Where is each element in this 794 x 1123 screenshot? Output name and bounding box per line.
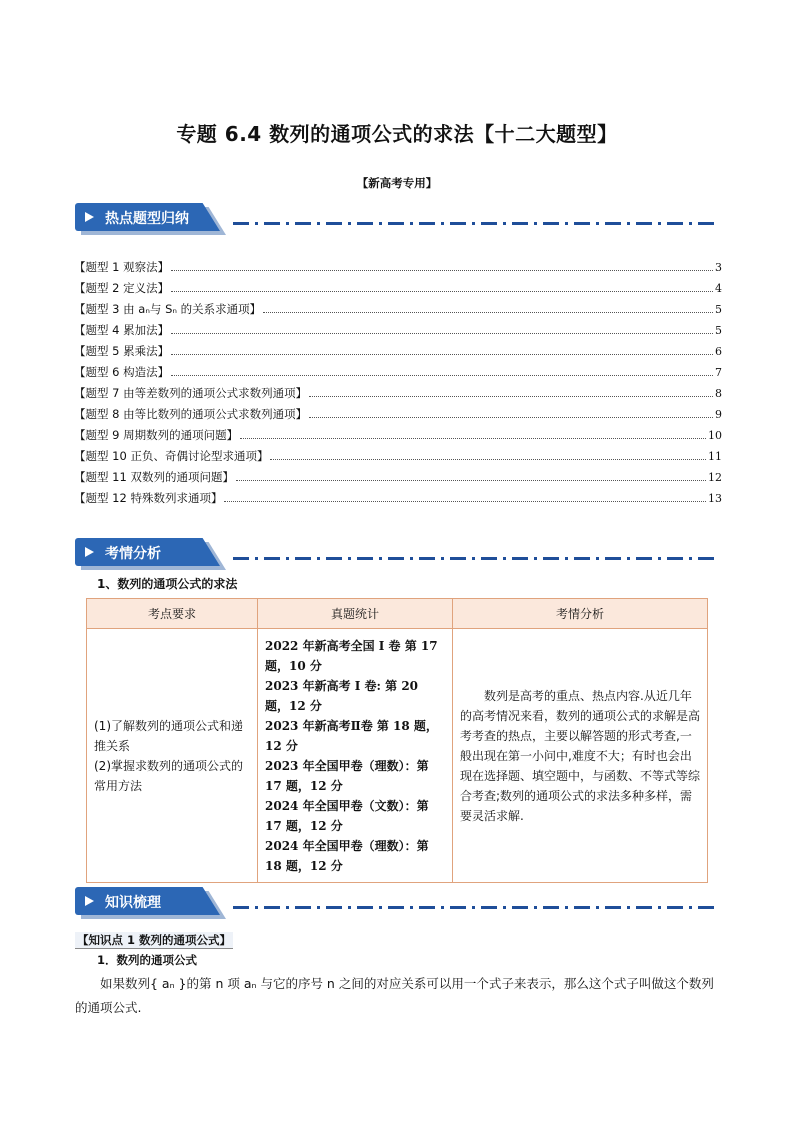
toc-page-number: 6	[715, 345, 722, 358]
requirement-item: (2)掌握求数列的通项公式的常用方法	[94, 758, 243, 793]
toc-page-number: 10	[708, 429, 722, 442]
banner-label: 热点题型归纳	[105, 211, 189, 227]
banner-label: 考情分析	[105, 546, 161, 562]
toc-entry[interactable]	[74, 406, 722, 427]
knowledge-point-tag: 【知识点 1 数列的通项公式】	[77, 933, 232, 947]
table-of-contents	[74, 259, 722, 511]
toc-entry[interactable]	[74, 322, 722, 343]
toc-leader-dots	[240, 438, 706, 439]
toc-leader-dots	[309, 396, 713, 397]
toc-label: 【题型 3 由 aₙ与 Sₙ 的关系求通项】	[74, 302, 262, 316]
play-arrow-icon	[85, 212, 94, 222]
toc-label: 【题型 6 构造法】	[74, 365, 170, 379]
banner-analysis	[75, 538, 720, 568]
toc-page-number: 12	[708, 471, 722, 484]
toc-page-number: 13	[708, 492, 722, 505]
toc-leader-dots	[171, 354, 713, 355]
play-arrow-icon	[85, 547, 94, 557]
toc-page-number: 9	[715, 408, 722, 421]
banner-knowledge	[75, 887, 720, 917]
toc-label: 【题型 10 正负、奇偶讨论型求通项】	[74, 449, 269, 463]
banner-label: 知识梳理	[105, 895, 161, 911]
knowledge-subheading: 1．数列的通项公式	[97, 953, 198, 967]
toc-entry[interactable]	[74, 385, 722, 406]
stat-item: 2024 年全国甲卷（文数）：第 17 题，12 分	[265, 798, 429, 833]
toc-page-number: 5	[715, 324, 722, 337]
toc-label: 【题型 12 特殊数列求通项】	[74, 491, 223, 505]
toc-page-number: 3	[715, 261, 722, 274]
toc-leader-dots	[236, 480, 706, 481]
toc-entry[interactable]	[74, 364, 722, 385]
table-header: 考情分析	[453, 599, 708, 629]
toc-leader-dots	[309, 417, 713, 418]
toc-page-number: 8	[715, 387, 722, 400]
toc-page-number: 11	[708, 450, 722, 463]
dash-divider	[233, 557, 720, 560]
toc-page-number: 7	[715, 366, 722, 379]
exam-analysis-table	[86, 598, 708, 883]
play-arrow-icon	[85, 896, 94, 906]
knowledge-paragraph: 如果数列{ aₙ }的第 n 项 aₙ 与它的序号 n 之间的对应关系可以用一个式子来表示，那么这个式子叫做这个数列的通项公式.	[75, 976, 714, 1015]
toc-entry[interactable]	[74, 448, 722, 469]
table-header: 考点要求	[87, 599, 258, 629]
toc-entry[interactable]	[74, 469, 722, 490]
toc-label: 【题型 2 定义法】	[74, 281, 170, 295]
table-header: 真题统计	[258, 599, 453, 629]
toc-page-number: 5	[715, 303, 722, 316]
toc-entry[interactable]	[74, 280, 722, 301]
requirements-cell	[87, 629, 258, 883]
toc-leader-dots	[171, 375, 713, 376]
toc-leader-dots	[171, 291, 713, 292]
toc-leader-dots	[171, 333, 713, 334]
page-subtitle: 【新高考专用】	[356, 176, 438, 190]
toc-entry[interactable]	[74, 490, 722, 511]
toc-label: 【题型 8 由等比数列的通项公式求数列通项】	[74, 407, 308, 421]
requirement-item: (1)了解数列的通项公式和递推关系	[94, 718, 243, 753]
toc-leader-dots	[171, 270, 713, 271]
page-title: 专题 6.4 数列的通项公式的求法【十二大题型】	[176, 122, 618, 146]
toc-entry[interactable]	[74, 427, 722, 448]
stat-item: 2023 年新高考 I 卷: 第 20 题，12 分	[265, 678, 419, 713]
stat-item: 2024 年全国甲卷（理数）：第 18 题，12 分	[265, 838, 429, 873]
stats-cell	[258, 629, 453, 883]
stat-item: 2022 年新高考全国 I 卷 第 17 题，10 分	[265, 638, 438, 673]
comment-cell: 数列是高考的重点、热点内容.从近几年的高考情况来看，数列的通项公式的求解是高考考查的热点，主要以解答题的形式考查,一般出现在第一小问中,难度不大；有时也会出现在选择题、填空题中，与函数、不等式等综合考查;数列的通项公式的求法多种多样，需要灵活求解.	[453, 629, 708, 883]
dash-divider	[233, 222, 720, 225]
toc-label: 【题型 7 由等差数列的通项公式求数列通项】	[74, 386, 308, 400]
toc-leader-dots	[263, 312, 713, 313]
toc-label: 【题型 1 观察法】	[74, 260, 170, 274]
toc-leader-dots	[270, 459, 706, 460]
toc-label: 【题型 11 双数列的通项问题】	[74, 470, 234, 484]
toc-page-number: 4	[715, 282, 722, 295]
stat-item: 2023 年全国甲卷（理数）：第 17 题，12 分	[265, 758, 429, 793]
toc-label: 【题型 5 累乘法】	[74, 344, 170, 358]
analysis-heading: 1、数列的通项公式的求法	[97, 577, 238, 591]
toc-entry[interactable]	[74, 343, 722, 364]
toc-entry[interactable]	[74, 259, 722, 280]
toc-label: 【题型 9 周期数列的通项问题】	[74, 428, 239, 442]
toc-entry[interactable]	[74, 301, 722, 322]
toc-label: 【题型 4 累加法】	[74, 323, 170, 337]
stat-item: 2023 年新高考Ⅱ卷 第 18 题，12 分	[265, 718, 438, 753]
banner-hot-topics	[75, 203, 720, 233]
toc-leader-dots	[224, 501, 706, 502]
dash-divider	[233, 906, 720, 909]
